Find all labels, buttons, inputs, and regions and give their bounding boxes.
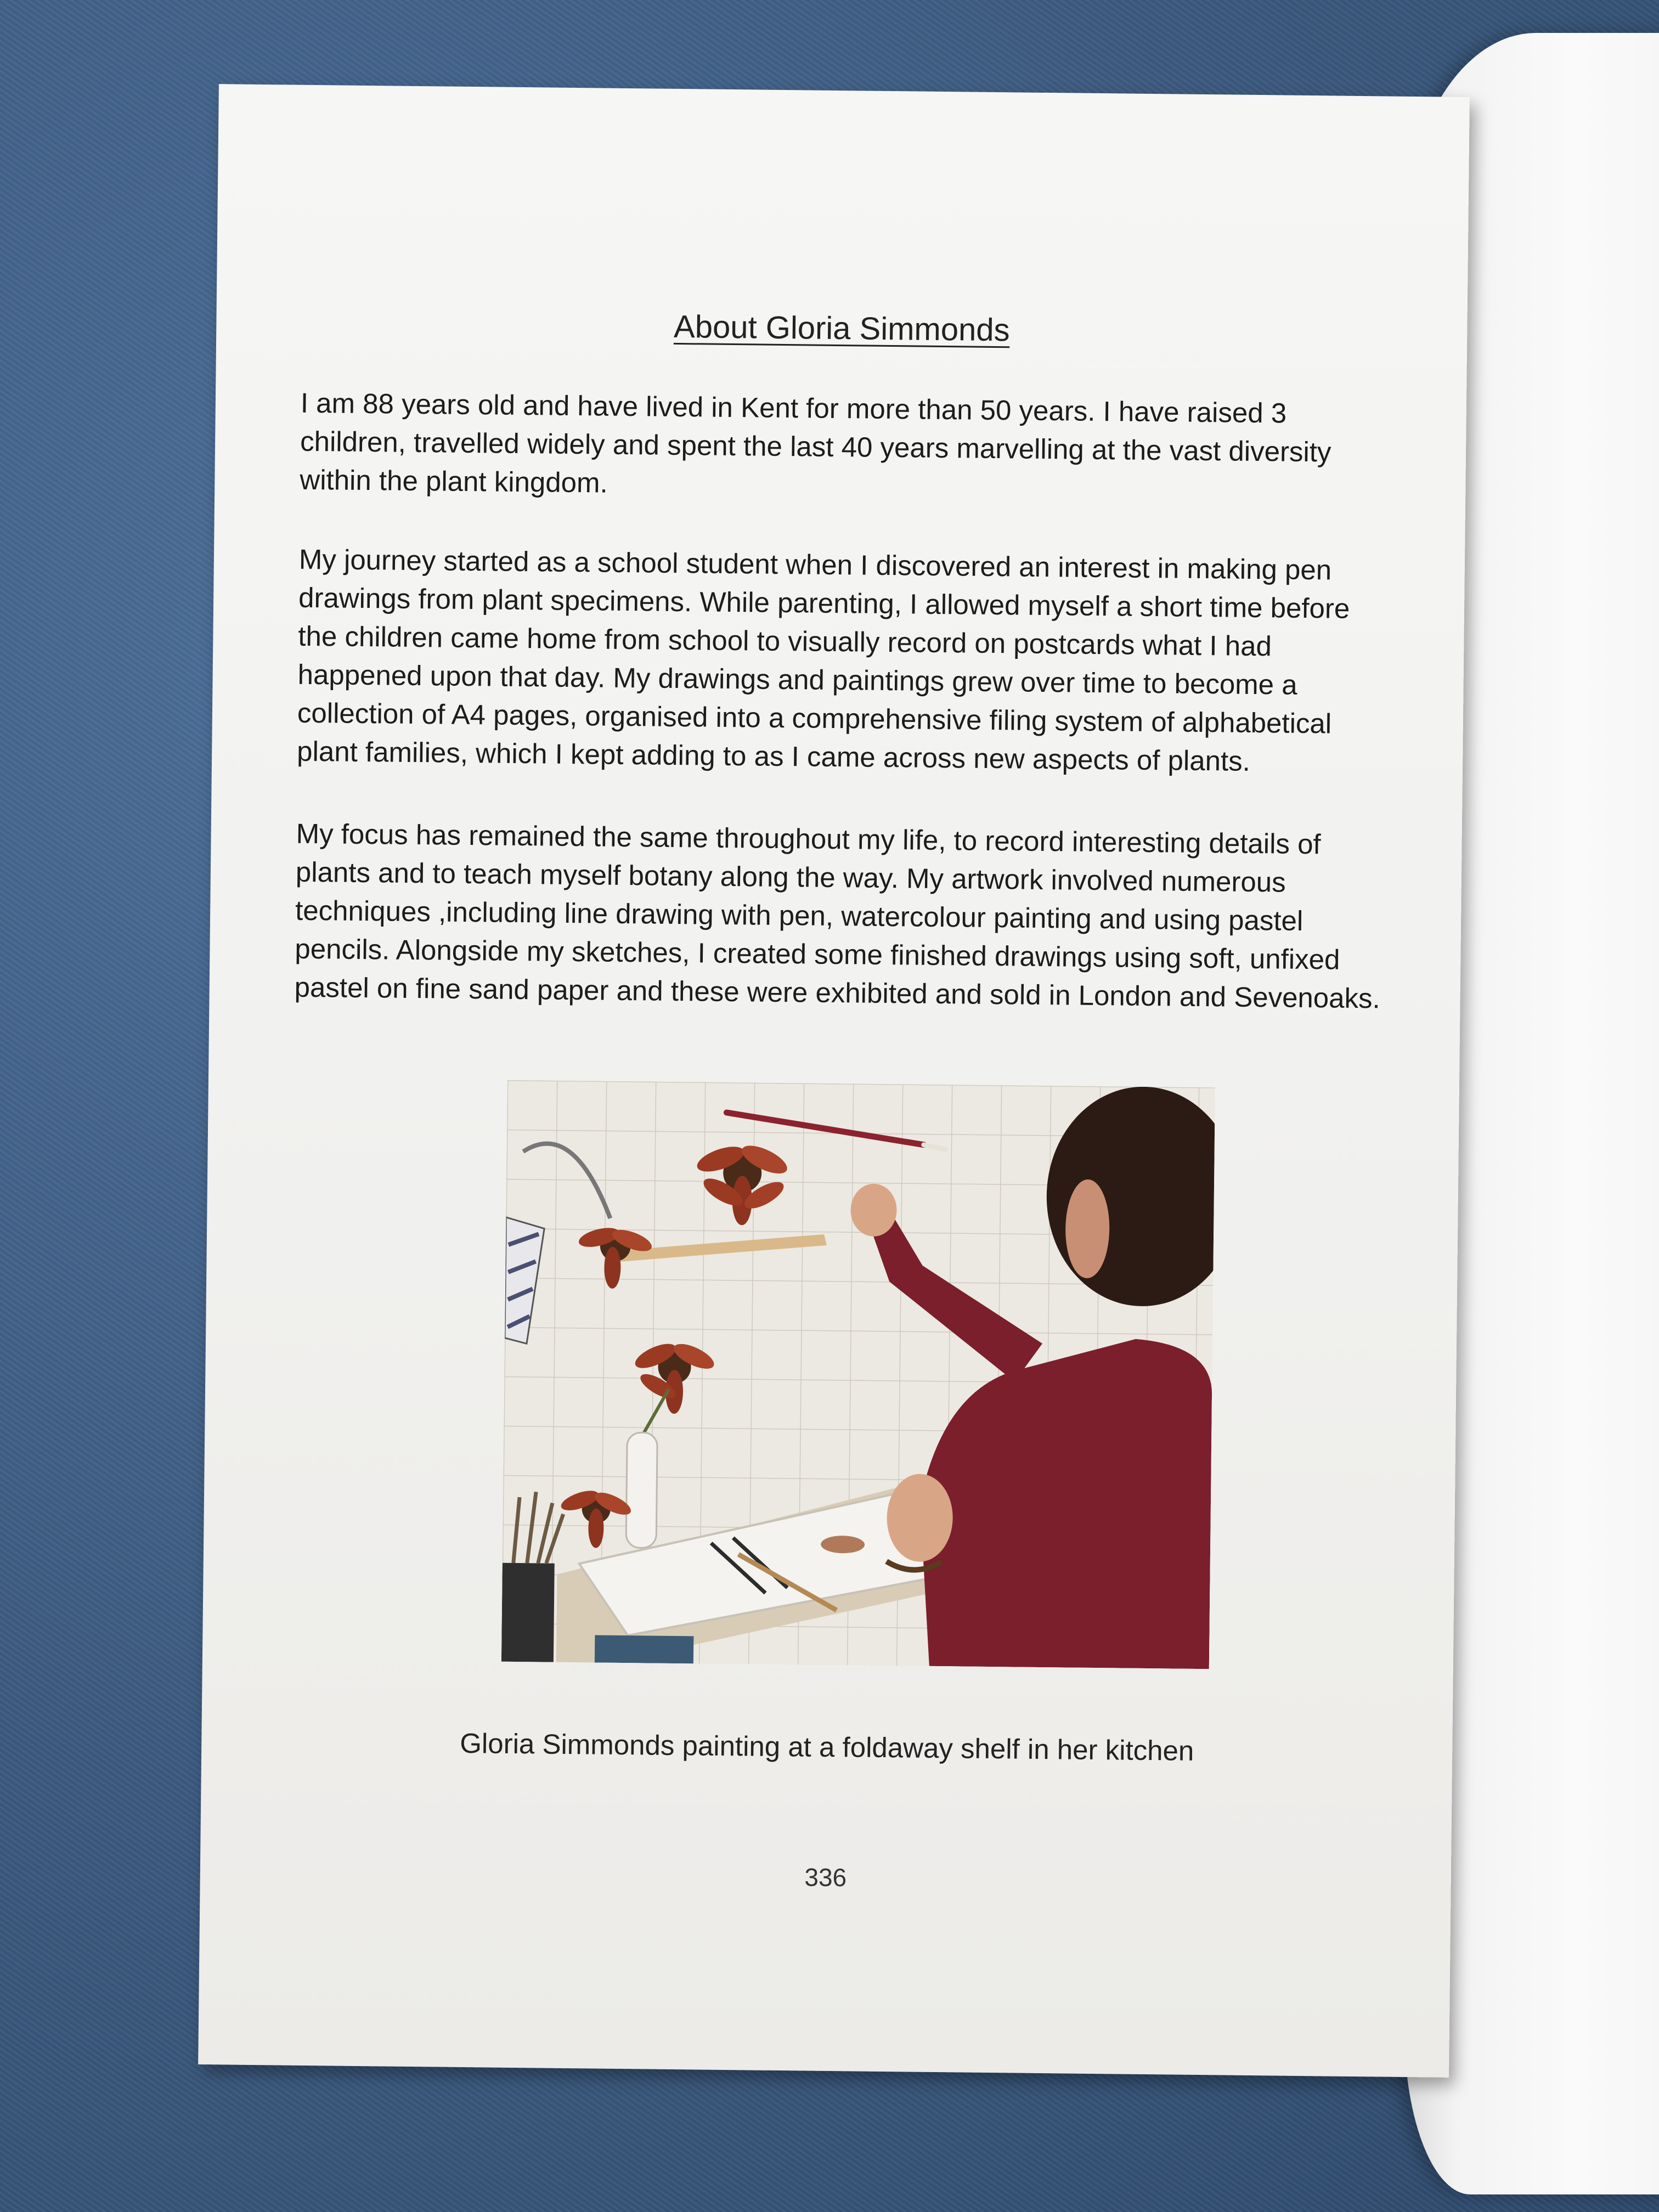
vase — [626, 1432, 657, 1548]
book-page — [198, 84, 1470, 2078]
paragraph-intro: I am 88 years old and have lived in Kent for more than 50 years. I have raised 3 children, travelled widely and spent the last 40 years marvelling at the vast diversity within the plant kingdom. — [300, 387, 1331, 499]
paragraph-focus: My focus has remained the same throughout my life, to record interesting details of plants and to teach myself botany along the way. My artwork involved numerous techniques ,including line drawing with pen, watercolour painting and using pastel pencils. Alongside my sketches, I created some finished drawings using soft, unfixed pastel on fine sand paper and these were exhibited and sold in London and Sevenoaks. — [294, 817, 1381, 1014]
artist-photograph — [501, 1080, 1215, 1669]
book-on-shelf — [595, 1635, 694, 1663]
artist-photograph-illustration — [501, 1080, 1215, 1669]
page-title: About Gloria Simmonds — [673, 308, 1010, 348]
brush-jar — [501, 1563, 555, 1662]
paragraph-journey: My journey started as a school student when I discovered an interest in making pen drawings from plant specimens. While parenting, I allowed myself a short time before the children came home from school to visually record on postcards what I had happened upon that day. My drawings and paintings grew over time to become a collection of A4 pages, organised into a comprehensive filing system of alphabetical plant families, which I kept adding to as I came across new aspects of plants. — [296, 543, 1350, 777]
photo-caption: Gloria Simmonds painting at a foldaway shelf in her kitchen — [460, 1727, 1194, 1767]
page-number: 336 — [804, 1863, 847, 1892]
